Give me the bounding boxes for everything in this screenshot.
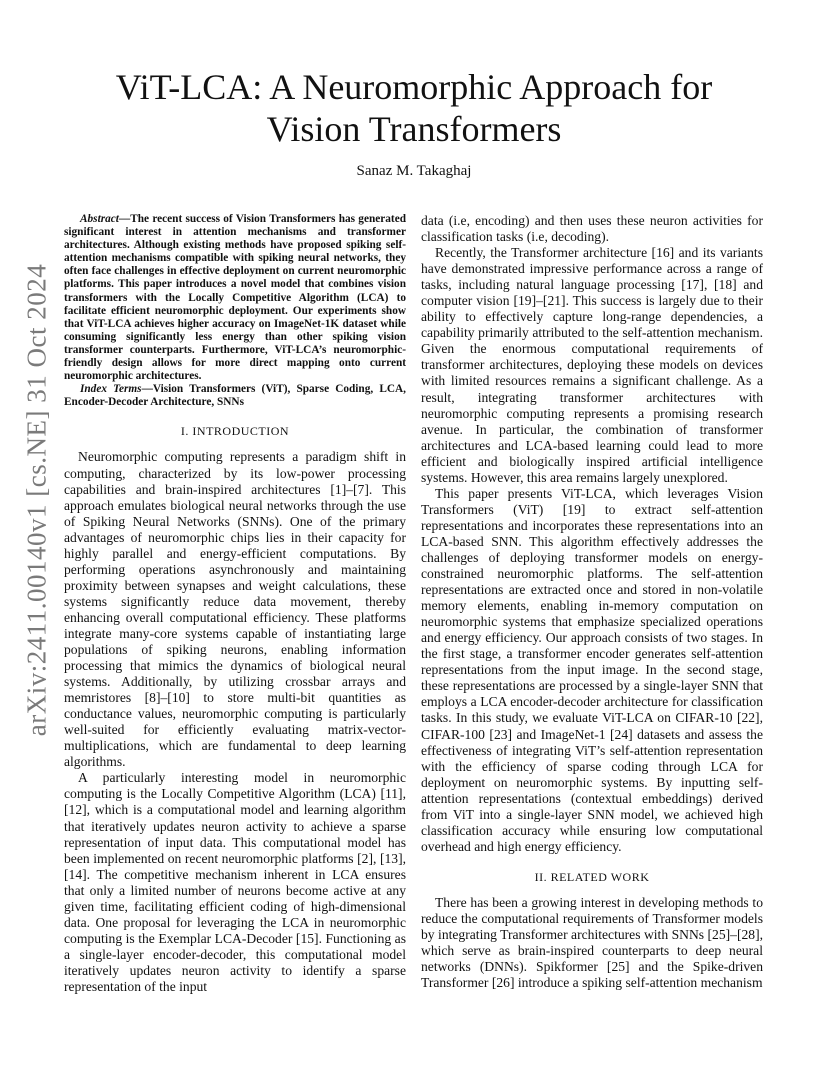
index-terms-text: —Vision Transformers (ViT), Sparse Coding, LCA, Encoder-Decoder Architecture, SNNs [64, 383, 406, 409]
left-column [64, 213, 406, 995]
paper-title: ViT-LCA: A Neuromorphic Approach for Vision Transformers [115, 67, 713, 149]
section-heading-introduction: I. INTRODUCTION [180, 424, 290, 439]
section-heading-related-work: II. RELATED WORK [534, 869, 650, 884]
index-terms-lead: Index Terms [80, 383, 142, 396]
paragraph: This paper presents ViT-LCA, which leverages Vision Transformers (ViT) [19] to extract self-attention representations and incorporates these representations into an LCA-based SNN. This algorithm effectively addresses the challenges of deploying transformer models on energy-constrained neuromorphic platforms. The self-attention representations are extracted once and stored in non-volatile memory elements, enabling in-memory computation on neuromorphic systems that emphasize specialized operations and energy efficiency. Our approach consists of two stages. In the first stage, a transformer encoder generates self-attention representations from the input image. In the second stage, these representations are processed by a single-layer SNN that employs a LCA encoder-decoder architecture for classification tasks. In this study, we evaluate ViT-LCA on CIFAR-10 [22], CIFAR-100 [23] and ImageNet-1 [24] datasets and assess the effectiveness of integrating ViT’s self-attention representation with the efficiency of sparse coding through LCA for deployment on neuromorphic systems. By inputting self-attention representations (contextual embeddings) derived from ViT into a single-layer SNN model, we achieved high classification accuracy while ensuring low computational overhead and high energy efficiency. [421, 485, 763, 854]
paper-author: Sanaz M. Takaghaj [356, 163, 472, 179]
paragraph-continued: data (i.e, encoding) and then uses these neuron activities for classification tasks (i.e, decoding). [421, 213, 763, 245]
index-terms [64, 383, 406, 409]
paragraph: There has been a growing interest in developing methods to reduce the computational requirements of Transformer models by integrating Transformer architectures with SNNs [25]–[28], which serve as brain-inspired counterparts to deep neural networks (DNNs). Spikformer [25] and the Spike-driven Transformer [26] introduce a spiking self-attention mechanism [421, 894, 763, 991]
arxiv-identifier: arXiv:2411.00140v1 [cs.NE] 31 Oct 2024 [21, 263, 52, 737]
paragraph: Recently, the Transformer architecture [16] and its variants have demonstrated impressive performance across a range of tasks, including natural language processing [17], [18] and computer vision [19]–[21]. This success is largely due to their ability to effectively capture long-range dependencies, a capability primarily attributed to the self-attention mechanism. Given the enormous computational requirements of transformer architectures, deploying these models on devices with limited resources remains a significant challenge. As a result, integrating transformer architectures with neuromorphic computing represents a promising research avenue. In particular, the combination of transformer architectures and LCA-based learning could lead to more efficient and biologically inspired artificial intelligence systems. However, this area remains largely unexplored. [421, 245, 763, 485]
abstract-text: —The recent success of Vision Transformers has generated significant interest in attention mechanisms and transformer architectures. Although existing methods have proposed spiking self-attention mechanisms compatible with spiking neural networks, they often face challenges in effective deployment on current neuromorphic platforms. This paper introduces a novel model that combines vision transformers with the Locally Competitive Algorithm (LCA) to facilitate efficient neuromorphic deployment. Our experiments show that ViT-LCA achieves higher accuracy on ImageNet-1K dataset while consuming significantly less energy than other spiking vision transformer counterparts. Furthermore, ViT-LCA’s neuromorphic-friendly design allows for more direct mapping onto current neuromorphic architectures. [64, 213, 406, 383]
abstract [64, 213, 406, 383]
paragraph: A particularly interesting model in neuromorphic computing is the Locally Competitive Algorithm (LCA) [11], [12], which is a computational model and learning algorithm that iteratively updates neuron activity to achieve a sparse representation of input data. This computational model has been implemented on recent neuromorphic platforms [2], [13], [14]. The competitive mechanism inherent in LCA ensures that only a limited number of neurons become active at any given time, facilitating efficient coding of high-dimensional data. One proposal for leveraging the LCA in neuromorphic computing is the Exemplar LCA-Decoder [15]. Functioning as a single-layer encoder-decoder, this computational model iteratively updates neuron activity to identify a sparse representation of the input [64, 770, 406, 994]
arxiv-stamp [21, 263, 52, 737]
paragraph: Neuromorphic computing represents a paradigm shift in computing, characterized by its low-power processing capabilities and brain-inspired architectures [1]–[7]. This approach emulates biological neural networks through the use of Spiking Neural Networks (SNNs). One of the primary advantages of neuromorphic chips lies in their capacity for highly parallel and energy-efficient computations. By performing operations asynchronously and maintaining proximity between synapses and weight calculations, these systems significantly reduce data movement, thereby enhancing overall computational efficiency. These platforms integrate many-core systems capable of instantiating large populations of spiking neurons, enabling information processing that mimics the dynamics of biological neural systems. Additionally, by utilizing crossbar arrays and memristores [8]–[10] to store multi-bit quantities as conductance values, neuromorphic computing is particularly well-suited for efficiently evaluating matrix-vector-multiplications, which are fundamental to deep learning algorithms. [64, 449, 406, 770]
right-column [421, 213, 763, 991]
abstract-lead: Abstract [80, 213, 119, 225]
